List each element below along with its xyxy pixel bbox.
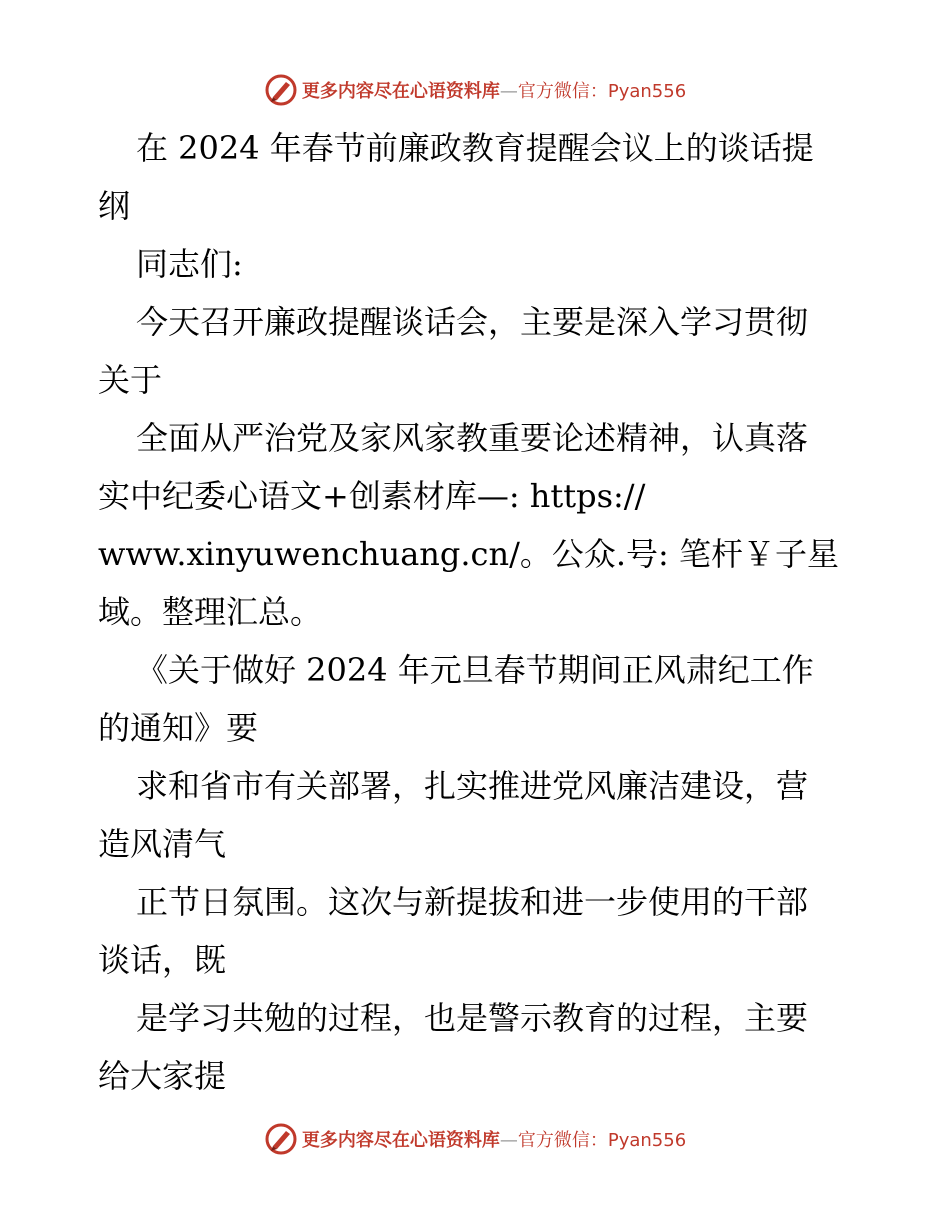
banner-wechat-id: Pyan556 (607, 1130, 687, 1151)
footer-banner (0, 1119, 950, 1159)
banner-separator: — (499, 81, 518, 102)
text-line: 域。整理汇总。 (98, 593, 323, 631)
text-line: 同志们: (136, 245, 243, 283)
header-banner (0, 70, 950, 110)
text-line: 关于 (98, 361, 163, 399)
text-line: 的通知》要 (98, 709, 259, 747)
text-line: 在 2024 年春节前廉政教育提醒会议上的谈话提 (136, 129, 814, 167)
pen-seal-icon (264, 73, 298, 107)
text-line: 《关于做好 2024 年元旦春节期间正风肃纪工作 (136, 651, 814, 689)
text-line: 正节日氛围。这次与新提拔和进一步使用的干部 (136, 883, 809, 921)
text-line: 给大家提 (98, 1057, 227, 1095)
banner-main-text: 更多内容尽在心语资料库 (301, 81, 500, 102)
pen-seal-icon (264, 1122, 298, 1156)
text-line: 造风清气 (98, 825, 227, 863)
text-line: 求和省市有关部署，扎实推进党风廉洁建设，营 (136, 767, 809, 805)
text-line: www.xinyuwenchuang.cn/。公众.号: 笔杆￥子星 (98, 535, 839, 573)
text-line: 实中纪委心语文+创素材库—: https:// (98, 477, 646, 515)
banner-wechat-label: 官方微信： (517, 1130, 608, 1151)
text-line: 纲 (98, 187, 131, 225)
text-line: 全面从严治党及家风家教重要论述精神，认真落 (136, 419, 809, 457)
banner-wechat-id: Pyan556 (607, 81, 687, 102)
text-line: 谈话，既 (98, 941, 227, 979)
text-line: 今天召开廉政提醒谈话会，主要是深入学习贯彻 (136, 303, 809, 341)
banner-main-text: 更多内容尽在心语资料库 (301, 1130, 500, 1151)
banner-wechat-label: 官方微信： (517, 81, 608, 102)
document-body (98, 119, 858, 1105)
text-line: 是学习共勉的过程，也是警示教育的过程，主要 (136, 999, 809, 1037)
banner-separator: — (499, 1130, 518, 1151)
